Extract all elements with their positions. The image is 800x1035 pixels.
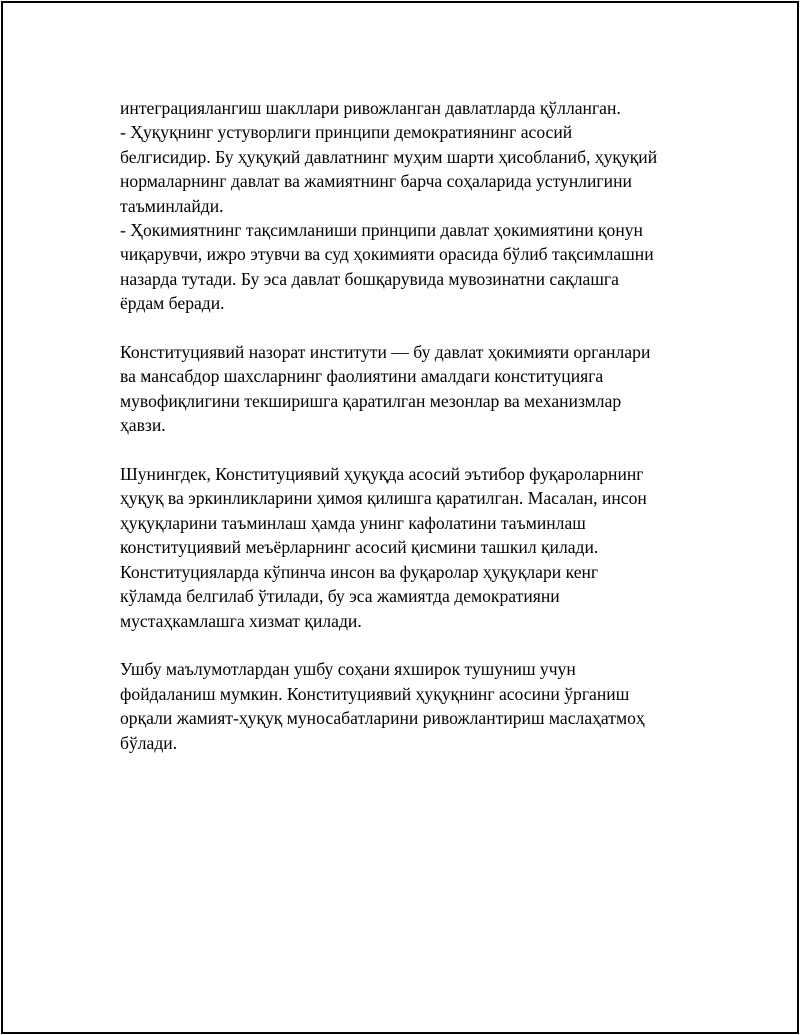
text-line: белгисидир. Бу ҳуқуқий давлатнинг муҳим шарти ҳисобланиб, ҳуқуқий <box>120 146 658 167</box>
text-line: ёрдам беради. <box>120 293 225 314</box>
paragraph-constitutional-review <box>120 340 695 438</box>
text-line: - Ҳокимиятнинг тақсимланиши принципи давлат ҳокимиятини қонун <box>120 220 643 241</box>
paragraph-principles <box>120 96 695 316</box>
text-line: орқали жамият-ҳуқуқ муносабатларини ривожлантириш маслаҳатмоҳ <box>120 708 645 729</box>
text-line: Ушбу маълумотлардан ушбу соҳани яхширок тушуниш учун <box>120 659 576 680</box>
text-line: чиқарувчи, ижро этувчи ва суд ҳокимияти орасида бўлиб тақсимлашни <box>120 244 654 265</box>
text-line: назарда тутади. Бу эса давлат бошқарувида мувозинатни сақлашга <box>120 268 619 289</box>
text-line: Шунингдек, Конституциявий ҳуқуқда асосий эътибор фуқароларнинг <box>120 464 644 485</box>
text-line: мувофиқлигини текширишга қаратилган мезонлар ва механизмлар <box>120 390 622 411</box>
document-body <box>120 96 695 779</box>
text-line: таъминлайди. <box>120 195 224 216</box>
text-line: ва мансабдор шахсларнинг фаолиятини амалдаги конституцияга <box>120 366 604 387</box>
text-line: фойдаланиш мумкин. Конституциявий ҳуқуқнинг асосини ўрганиш <box>120 683 630 704</box>
text-line: Конституцияларда кўпинча инсон ва фуқаролар ҳуқуқлари кенг <box>120 561 599 582</box>
text-line: интеграциялангиш шакллари ривожланган давлатларда қўлланган. <box>120 98 621 118</box>
paragraph-rights-freedoms <box>120 462 695 633</box>
text-line: конституциявий меъёрларнинг асосий қисмини ташкил қилади. <box>120 537 599 558</box>
text-line: - Ҳуқуқнинг устуворлиги принципи демократиянинг асосий <box>120 122 573 143</box>
text-line: мустаҳкамлашга хизмат қилади. <box>120 610 362 631</box>
text-line: нормаларнинг давлат ва жамиятнинг барча соҳаларида устунлигини <box>120 171 632 192</box>
text-line: ҳавзи. <box>120 415 166 436</box>
text-line: ҳуқуқларини таъминлаш ҳамда унинг кафолатини таъминлаш <box>120 512 586 533</box>
text-line: кўламда белгилаб ўтилади, бу эса жамиятда демократияни <box>120 586 560 607</box>
text-line: бўлади. <box>120 732 178 753</box>
page-frame <box>1 1 799 1034</box>
paragraph-conclusion <box>120 657 695 755</box>
text-line: ҳуқуқ ва эркинликларини ҳимоя қилишга қаратилган. Масалан, инсон <box>120 488 647 509</box>
text-line: Конституциявий назорат институти — бу давлат ҳокимияти органлари <box>120 342 651 363</box>
